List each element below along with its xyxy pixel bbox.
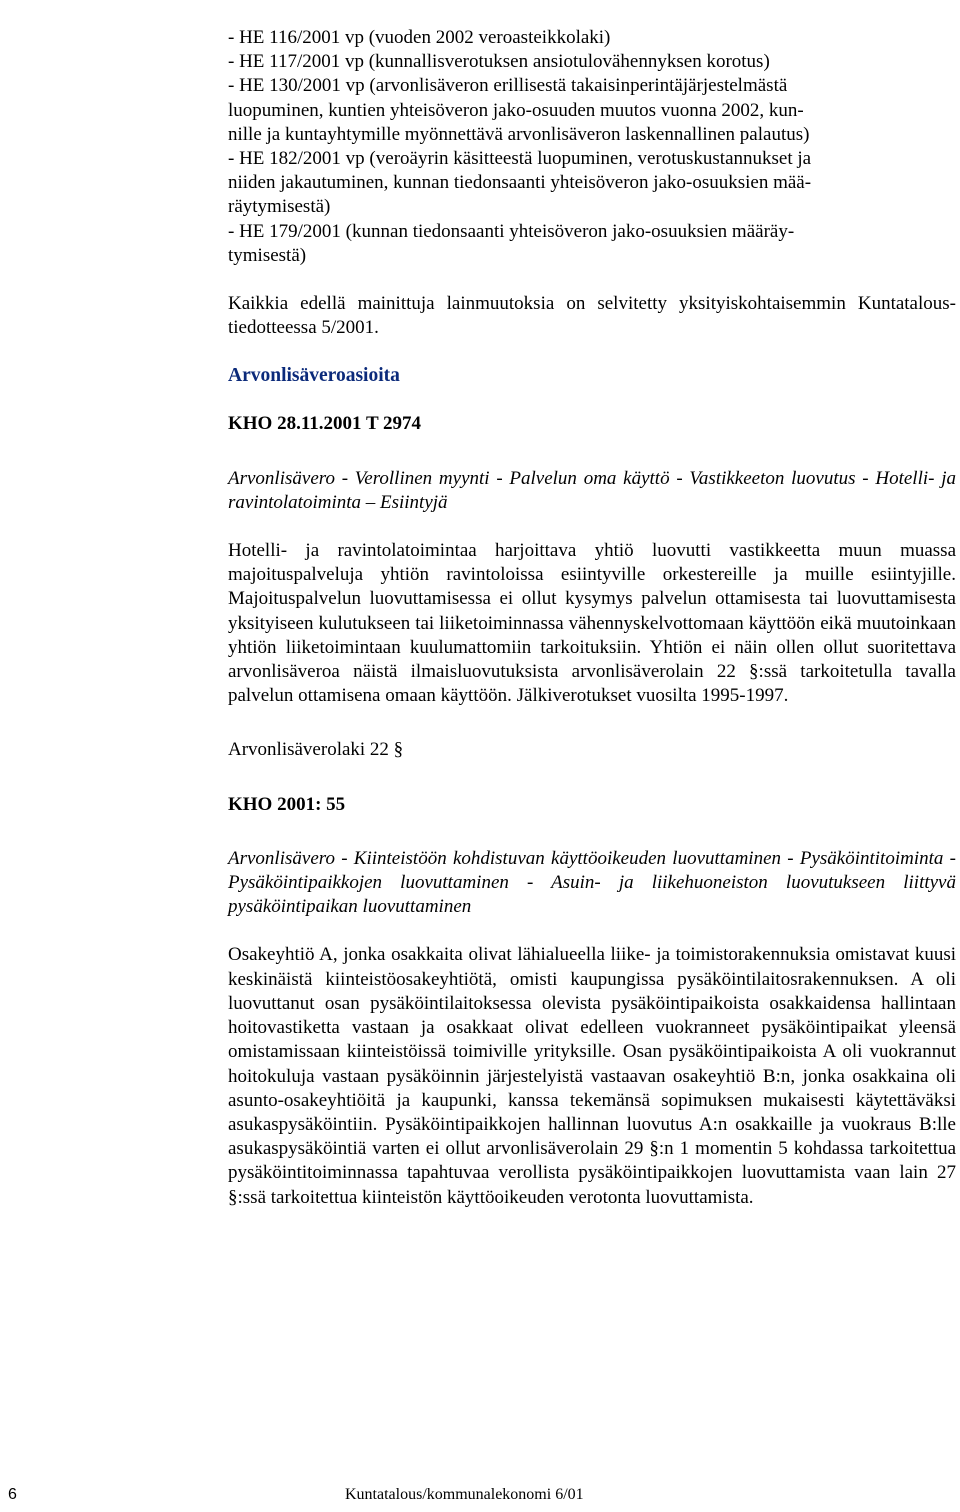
case2-id: KHO 2001: 55	[228, 793, 346, 815]
bill-list-line: - HE 179/2001 (kunnan tiedonsaanti yhteisöveron jako-osuuksien määräy-	[228, 220, 795, 242]
bill-list	[228, 26, 956, 268]
page-number: 6	[8, 1486, 17, 1503]
summary-paragraph: Kaikkia edellä mainittuja lainmuutoksia on selvitetty yksityiskohtaisemmin Kuntatalous-tiedotteessa 5/2001.	[228, 293, 956, 339]
case2-keywords: Arvonlisävero - Kiinteistöön kohdistuvan käyttöoikeuden luovuttaminen - Pysäköintitoiminta - Pysäköintipaikkojen luovuttaminen - Asuin- ja liikehuoneiston luovutukseen liittyvä pysäköintipaikan luovuttaminen	[228, 847, 956, 918]
bill-list-line: luopuminen, kuntien yhteisöveron jako-osuuden muutos vuonna 2002, kun-	[228, 99, 804, 121]
document-page	[228, 26, 956, 1210]
journal-title: Kuntatalous/kommunalekonomi 6/01	[345, 1486, 584, 1503]
bill-list-line: nille ja kuntayhtymille myönnettävä arvonlisäveron laskennallinen palautus)	[228, 123, 810, 145]
bill-list-line: - HE 116/2001 vp (vuoden 2002 veroasteikkolaki)	[228, 27, 611, 48]
case1-law-reference: Arvonlisäverolaki 22 §	[228, 739, 404, 761]
bill-list-line: - HE 117/2001 vp (kunnallisverotuksen ansiotulovähennyksen korotus)	[228, 51, 770, 73]
bill-list-line: - HE 130/2001 vp (arvonlisäveron erillisestä takaisinperintäjärjestelmästä	[228, 75, 788, 97]
case1-keywords: Arvonlisävero - Verollinen myynti - Palvelun oma käyttö - Vastikkeeton luovutus - Hotelli- ja ravintolatoiminta – Esiintyjä	[228, 467, 956, 513]
bill-list-line: niiden jakautuminen, kunnan tiedonsaanti yhteisöveron jako-osuuksien mää-	[228, 172, 812, 194]
case1-body: Hotelli- ja ravintolatoimintaa harjoittava yhtiö luovutti vastikkeetta muun muassa majoituspalveluja yhtiön ravintoloissa esiintyville orkestereille ja muille esiintyjille. Majoituspalvelun luovuttamisessa ei ollut kysymys palvelun ottamisesta tai luovuttamisesta yksityiseen kulutukseen tai liiketoiminnassa vähennyskelvottomaan käyttöön eikä muutoinkaan yhtiön liiketoimintaan kuulumattomiin tarkoituksiin. Yhtiön ei näin ollen ollut suoritettava arvonlisäveroa näistä ilmaisluovutuksista arvonlisäverolain 22 §:ssä tarkoitetulla tavalla palvelun ottamisena omaan käyttöön. Jälkiverotukset vuosilta 1995-1997.	[228, 540, 956, 707]
bill-list-line: tymisestä)	[228, 244, 307, 266]
bill-list-line: - HE 182/2001 vp (veroäyrin käsitteestä luopuminen, verotuskustannukset ja	[228, 148, 812, 170]
case2-body: Osakeyhtiö A, jonka osakkaita olivat lähialueella liike- ja toimistorakennuksia omistavat kuusi keskinäistä kiinteistöosakeyhtiötä, omisti kaupungissa pysäköintilaitosrakennuksen. A oli luovuttanut osan pysäköintilaitoksessa olevista pysäköintipaikoista osakkaidensa hallintaan hoitovastiketta vastaan ja osakkaat olivat edelleen vuokranneet pysäköintipaikat yleensä omistamissaan kiinteistöissä toimiville yrityksille. Osan pysäköintipaikoista A oli vuokrannut hoitokuluja vastaan pysäköinnin järjestelyistä vastaavan osakeyhtiö B:n, jonka osakkaina oli asunto-osakeyhtiöitä ja kaupunki, kanssa tekemänsä sopimuksen mukaisesti käytettäväksi asukaspysäköintiin. Pysäköintipaikkojen hallinnan luovutus A:n osakkaille ja vuokraus B:lle asukaspysäköintiä varten ei ollut arvonlisäverolain 29 §:n 1 momentin 5 kohdassa tarkoitettua pysäköintitoiminnassa tapahtuvaa verollista pysäköintipaikkojen luovuttamista vaan lain 27 §:ssä tarkoitettua kiinteistön käyttöoikeuden verotonta luovuttamista.	[228, 944, 956, 1208]
case1-id: KHO 28.11.2001 T 2974	[228, 413, 422, 435]
section-heading: Arvonlisäveroasioita	[228, 365, 400, 387]
bill-list-line: räytymisestä)	[228, 196, 331, 218]
